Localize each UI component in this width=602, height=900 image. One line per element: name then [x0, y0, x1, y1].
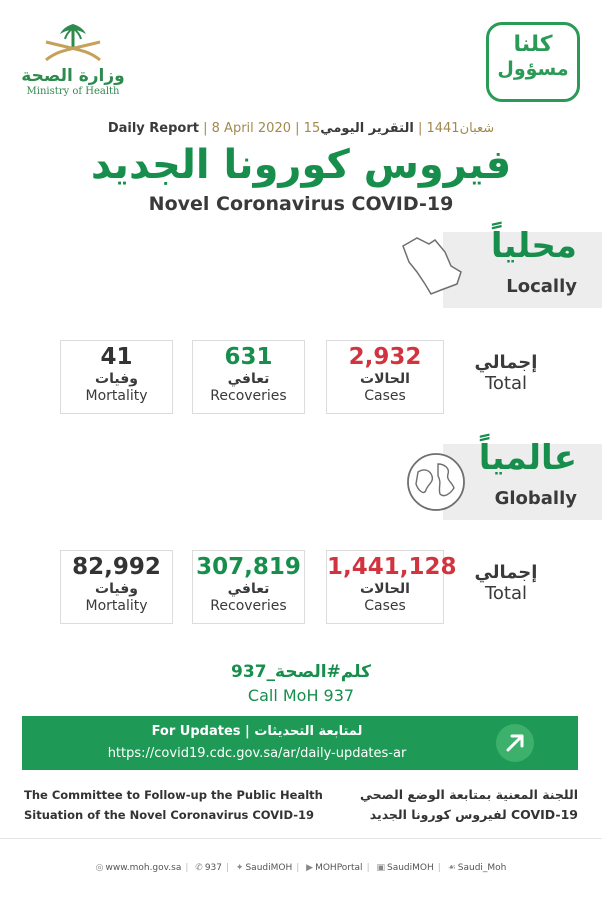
- daily-report-label-en: Daily Report: [107, 121, 199, 136]
- local-recoveries-value: 631: [224, 344, 273, 370]
- updates-label-ar: لمتابعة التحديثات: [254, 724, 363, 739]
- local-total-en: Total: [484, 373, 528, 394]
- twitter-icon: ✦: [235, 863, 244, 873]
- report-date-hijri: 15شعبان1441: [303, 121, 495, 136]
- global-mortality-box: [60, 550, 173, 624]
- local-recoveries-label-ar: تعافي: [227, 371, 270, 387]
- footer-instagram[interactable]: ▣ SaudiMOH: [376, 863, 434, 873]
- report-date-gregorian: 8 April 2020: [211, 121, 291, 136]
- local-mortality-value: 41: [100, 344, 133, 370]
- committee-ar-line-2: لفيروس كورونا الجديد COVID-19: [369, 807, 578, 822]
- snapchat-icon: ☙: [447, 863, 456, 873]
- global-recoveries-label-ar: تعافي: [227, 581, 270, 597]
- call-hashtag-arabic: كلم#الصحة_937: [231, 662, 371, 682]
- local-cases-value: 2,932: [348, 344, 422, 370]
- arrow-icon[interactable]: [496, 724, 534, 762]
- instagram-icon: ▣: [376, 863, 385, 873]
- page-title-english: Novel Coronavirus COVID-19: [148, 193, 454, 215]
- youtube-icon: ▶: [306, 863, 314, 873]
- footer-youtube[interactable]: ▶ MOHPortal: [306, 863, 363, 873]
- moh-name-english: Ministry of Health: [26, 86, 120, 97]
- local-recoveries-box: [192, 340, 305, 414]
- global-cases-label-ar: الحالات: [360, 581, 410, 597]
- daily-report-label-ar: التقرير اليومي: [320, 121, 414, 136]
- page-title-arabic: فيروس كورونا الجديد: [90, 142, 512, 188]
- phone-icon: ✆: [195, 863, 203, 873]
- local-cases-label-en: Cases: [364, 388, 406, 404]
- updates-label: For Updates | لمتابعة التحديثات: [151, 724, 363, 739]
- locally-heading-arabic: محلياً: [490, 226, 577, 266]
- global-cases-box: [326, 550, 457, 624]
- committee-english: [24, 785, 323, 825]
- local-cases-label-ar: الحالات: [360, 371, 410, 387]
- footer-snapchat[interactable]: ☙ Saudi_Moh: [447, 863, 507, 873]
- global-mortality-value: 82,992: [72, 554, 161, 580]
- updates-label-en: For Updates: [151, 724, 241, 739]
- committee-arabic: [360, 785, 578, 825]
- committee-en-line-1: The Committee to Follow-up the Public Health: [24, 788, 323, 802]
- committee-en-line-2: Situation of the Novel Coronavirus COVID-19: [24, 808, 314, 822]
- local-cases-box: [326, 340, 444, 414]
- committee-ar-line-1: اللجنة المعنية بمتابعة الوضع الصحي: [360, 787, 578, 802]
- footer-divider: [0, 838, 602, 839]
- global-total-ar: إجمالي: [474, 562, 538, 583]
- badge-line-1: كلنا: [513, 32, 553, 57]
- global-recoveries-label-en: Recoveries: [210, 598, 287, 614]
- global-total-en: Total: [484, 583, 528, 604]
- locally-heading-english: Locally: [506, 276, 577, 297]
- global-mortality-label-en: Mortality: [85, 598, 148, 614]
- globally-heading-english: Globally: [494, 488, 577, 509]
- campaign-badge: [486, 22, 580, 102]
- local-recoveries-label-en: Recoveries: [210, 388, 287, 404]
- report-line: Daily Report | 8 April 2020 | 15شعبان1441 | التقرير اليومي: [107, 121, 495, 136]
- footer-website[interactable]: ◎ www.moh.gov.sa: [95, 863, 182, 873]
- local-total-ar: إجمالي: [474, 352, 538, 373]
- local-mortality-box: [60, 340, 173, 414]
- local-mortality-label-en: Mortality: [85, 388, 148, 404]
- footer-links: ◎ www.moh.gov.sa | ✆ 937 | ✦ SaudiMOH | ▶ MOHPortal | ▣ SaudiMOH | ☙ Saudi_Moh: [95, 863, 507, 873]
- saudi-map-icon: [395, 228, 467, 304]
- moh-name-arabic: وزارة الصحة: [21, 66, 125, 86]
- web-icon: ◎: [95, 863, 104, 873]
- global-total-label: [466, 562, 546, 604]
- global-cases-value: 1,441,128: [327, 554, 457, 580]
- moh-logo: [18, 20, 128, 110]
- globe-icon: [404, 450, 468, 518]
- footer-phone[interactable]: ✆ 937: [195, 863, 222, 873]
- global-recoveries-value: 307,819: [196, 554, 301, 580]
- global-recoveries-box: [192, 550, 305, 624]
- global-cases-label-en: Cases: [364, 598, 406, 614]
- local-total-label: [466, 352, 546, 394]
- footer-twitter[interactable]: ✦ SaudiMOH: [235, 863, 293, 873]
- call-moh-english: Call MoH 937: [247, 686, 355, 705]
- local-mortality-label-ar: وفيات: [95, 371, 138, 387]
- globally-heading-arabic: عالمياً: [478, 438, 577, 478]
- palm-swords-icon: [38, 20, 108, 68]
- updates-bar[interactable]: [22, 716, 578, 770]
- global-mortality-label-ar: وفيات: [95, 581, 138, 597]
- updates-link[interactable]: https://covid19.cdc.gov.sa/ar/daily-updates-ar: [107, 746, 407, 761]
- badge-line-2: مسؤول: [497, 58, 569, 80]
